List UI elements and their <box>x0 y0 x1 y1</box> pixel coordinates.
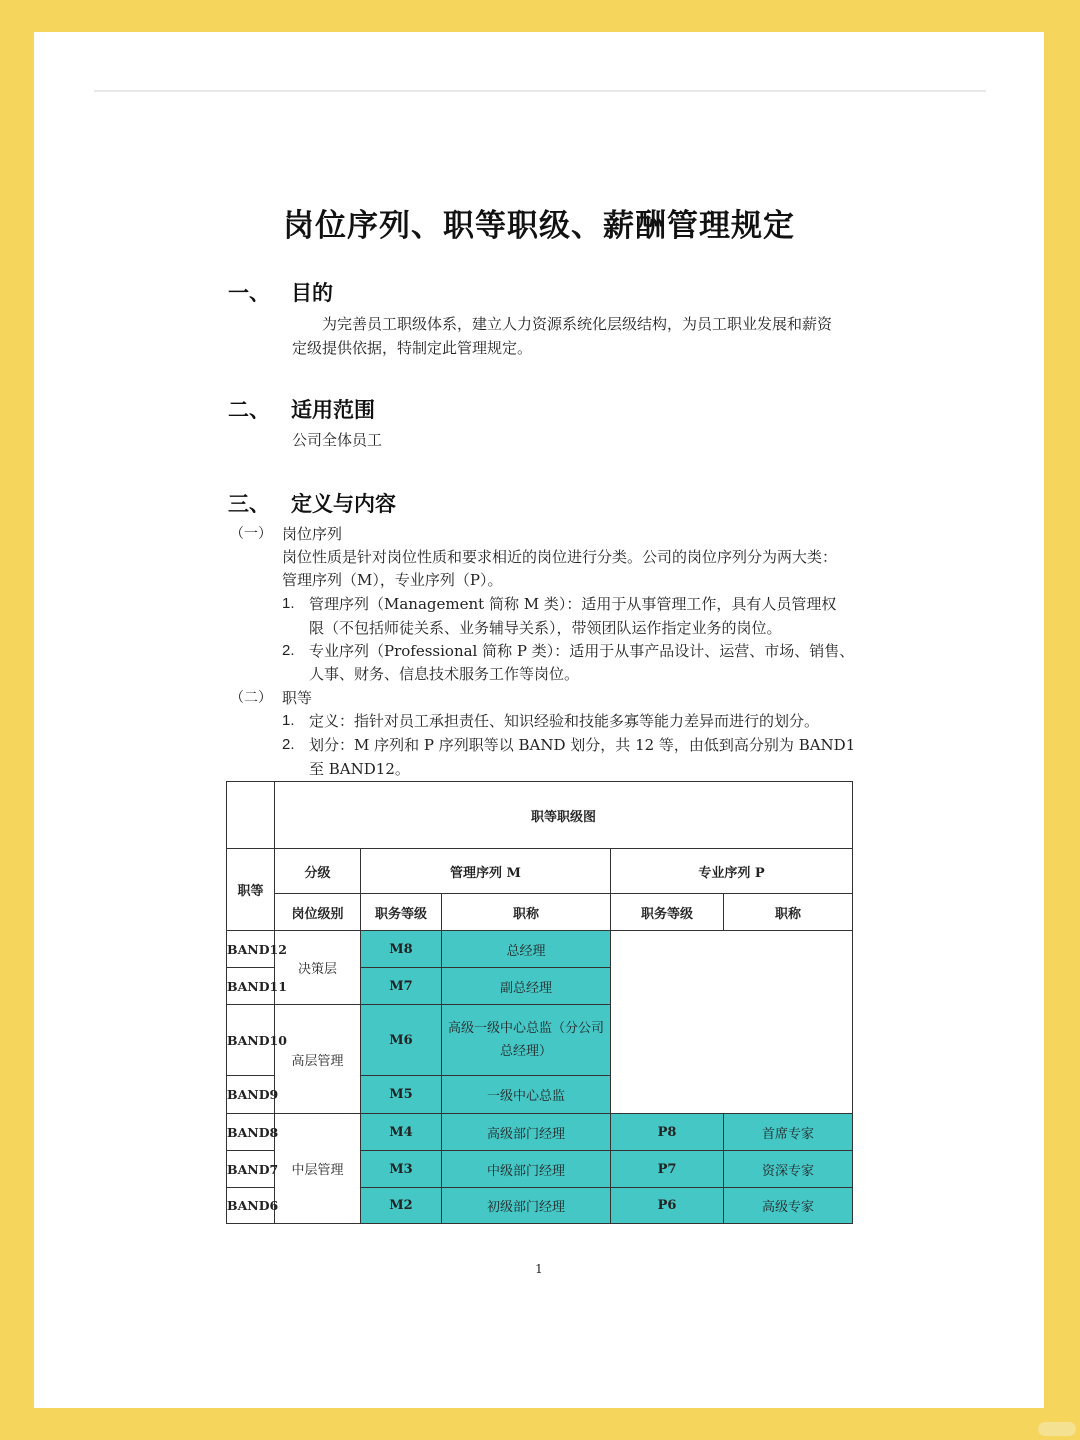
header-band: 职等 <box>227 849 275 931</box>
table-row <box>227 931 853 968</box>
m-title-cell: 高级一级中心总监（分公司总经理） <box>442 1005 611 1076</box>
m-title-cell: 初级部门经理 <box>442 1188 611 1224</box>
page-number: 1 <box>535 1262 543 1276</box>
purpose-line-2: 定级提供依据，特制定此管理规定。 <box>292 339 533 357</box>
m-title-cell: 总经理 <box>442 931 611 968</box>
band-cell: BAND9 <box>227 1076 275 1114</box>
band-cell: BAND11 <box>227 968 275 1005</box>
band-cell: BAND6 <box>227 1188 275 1224</box>
header-m-grade: 职务等级 <box>361 894 442 931</box>
subsection-title: 职等 <box>282 689 313 707</box>
m-title-cell: 高级部门经理 <box>442 1114 611 1151</box>
p-title-cell: 资深专家 <box>724 1151 853 1188</box>
m-grade-cell: M7 <box>361 968 442 1005</box>
section-title: 定义与内容 <box>291 492 396 516</box>
p-empty-cell <box>611 931 853 1114</box>
watermark-badge <box>1038 1422 1076 1436</box>
section-number: 三、 <box>228 492 270 516</box>
tier-cell: 决策层 <box>275 931 361 1005</box>
sub1-line-1: 岗位性质是针对岗位性质和要求相近的岗位进行分类。公司的岗位序列分为两大类： <box>282 548 838 566</box>
subsection-title: 岗位序列 <box>282 525 343 543</box>
section-title: 适用范围 <box>291 398 375 422</box>
sub1-line-2: 管理序列（M），专业序列（P）。 <box>282 571 503 589</box>
table-caption: 职等职级图 <box>275 782 853 849</box>
list-item-line: 定义：指针对员工承担责任、知识经验和技能多寡等能力差异而进行的划分。 <box>309 712 820 730</box>
list-item-line: 人事、财务、信息技术服务工作等岗位。 <box>309 665 580 683</box>
header-professional-series: 专业序列 P <box>611 849 853 894</box>
list-item-line: 专业序列（Professional 简称 P 类）：适用于从事产品设计、运营、市场、销售、 <box>309 642 855 660</box>
subsection-label: （一） <box>230 526 272 542</box>
band-cell: BAND8 <box>227 1114 275 1151</box>
section-number: 二、 <box>228 398 270 422</box>
p-grade-cell: P8 <box>611 1114 724 1151</box>
list-item-line: 管理序列（Management 简称 M 类）：适用于从事管理工作，具有人员管理权 <box>309 595 837 613</box>
m-grade-cell: M5 <box>361 1076 442 1114</box>
band-cell: BAND7 <box>227 1151 275 1188</box>
list-item-line: 限（不包括师徒关系、业务辅导关系），带领团队运作指定业务的岗位。 <box>309 619 782 637</box>
grade-table <box>226 781 853 1224</box>
table-corner-cell <box>227 782 275 849</box>
header-level-column: 岗位级别 <box>275 894 361 931</box>
scope-text: 公司全体员工 <box>292 431 383 449</box>
m-title-cell: 一级中心总监 <box>442 1076 611 1114</box>
table-row <box>227 1114 853 1151</box>
p-grade-cell: P7 <box>611 1151 724 1188</box>
section-title: 目的 <box>291 281 333 305</box>
list-item-line: 至 BAND12。 <box>309 760 410 778</box>
header-p-title: 职称 <box>724 894 853 931</box>
m-grade-cell: M2 <box>361 1188 442 1224</box>
header-m-title: 职称 <box>442 894 611 931</box>
band-cell: BAND10 <box>227 1005 275 1076</box>
p-grade-cell: P6 <box>611 1188 724 1224</box>
p-title-cell: 高级专家 <box>724 1188 853 1224</box>
m-grade-cell: M8 <box>361 931 442 968</box>
tier-cell: 高层管理 <box>275 1005 361 1114</box>
list-number: 1. <box>282 595 295 612</box>
header-divider <box>94 90 986 92</box>
tier-cell: 中层管理 <box>275 1114 361 1224</box>
document-page <box>34 32 1044 1408</box>
m-grade-cell: M3 <box>361 1151 442 1188</box>
section-number: 一、 <box>228 281 270 305</box>
m-grade-cell: M6 <box>361 1005 442 1076</box>
m-grade-cell: M4 <box>361 1114 442 1151</box>
band-cell: BAND12 <box>227 931 275 968</box>
header-level: 分级 <box>275 849 361 894</box>
subsection-label: （二） <box>230 690 272 706</box>
list-item-line: 划分：M 序列和 P 序列职等以 BAND 划分，共 12 等，由低到高分别为 BAND1 <box>309 736 856 754</box>
document-title: 岗位序列、职等职级、薪酬管理规定 <box>283 208 795 244</box>
m-title-cell: 中级部门经理 <box>442 1151 611 1188</box>
header-management-series: 管理序列 M <box>361 849 611 894</box>
list-number: 1. <box>282 712 295 729</box>
header-p-grade: 职务等级 <box>611 894 724 931</box>
purpose-line-1: 为完善员工职级体系，建立人力资源系统化层级结构，为员工职业发展和薪资 <box>322 315 833 333</box>
list-number: 2. <box>282 736 295 753</box>
p-title-cell: 首席专家 <box>724 1114 853 1151</box>
list-number: 2. <box>282 642 295 659</box>
m-title-cell: 副总经理 <box>442 968 611 1005</box>
